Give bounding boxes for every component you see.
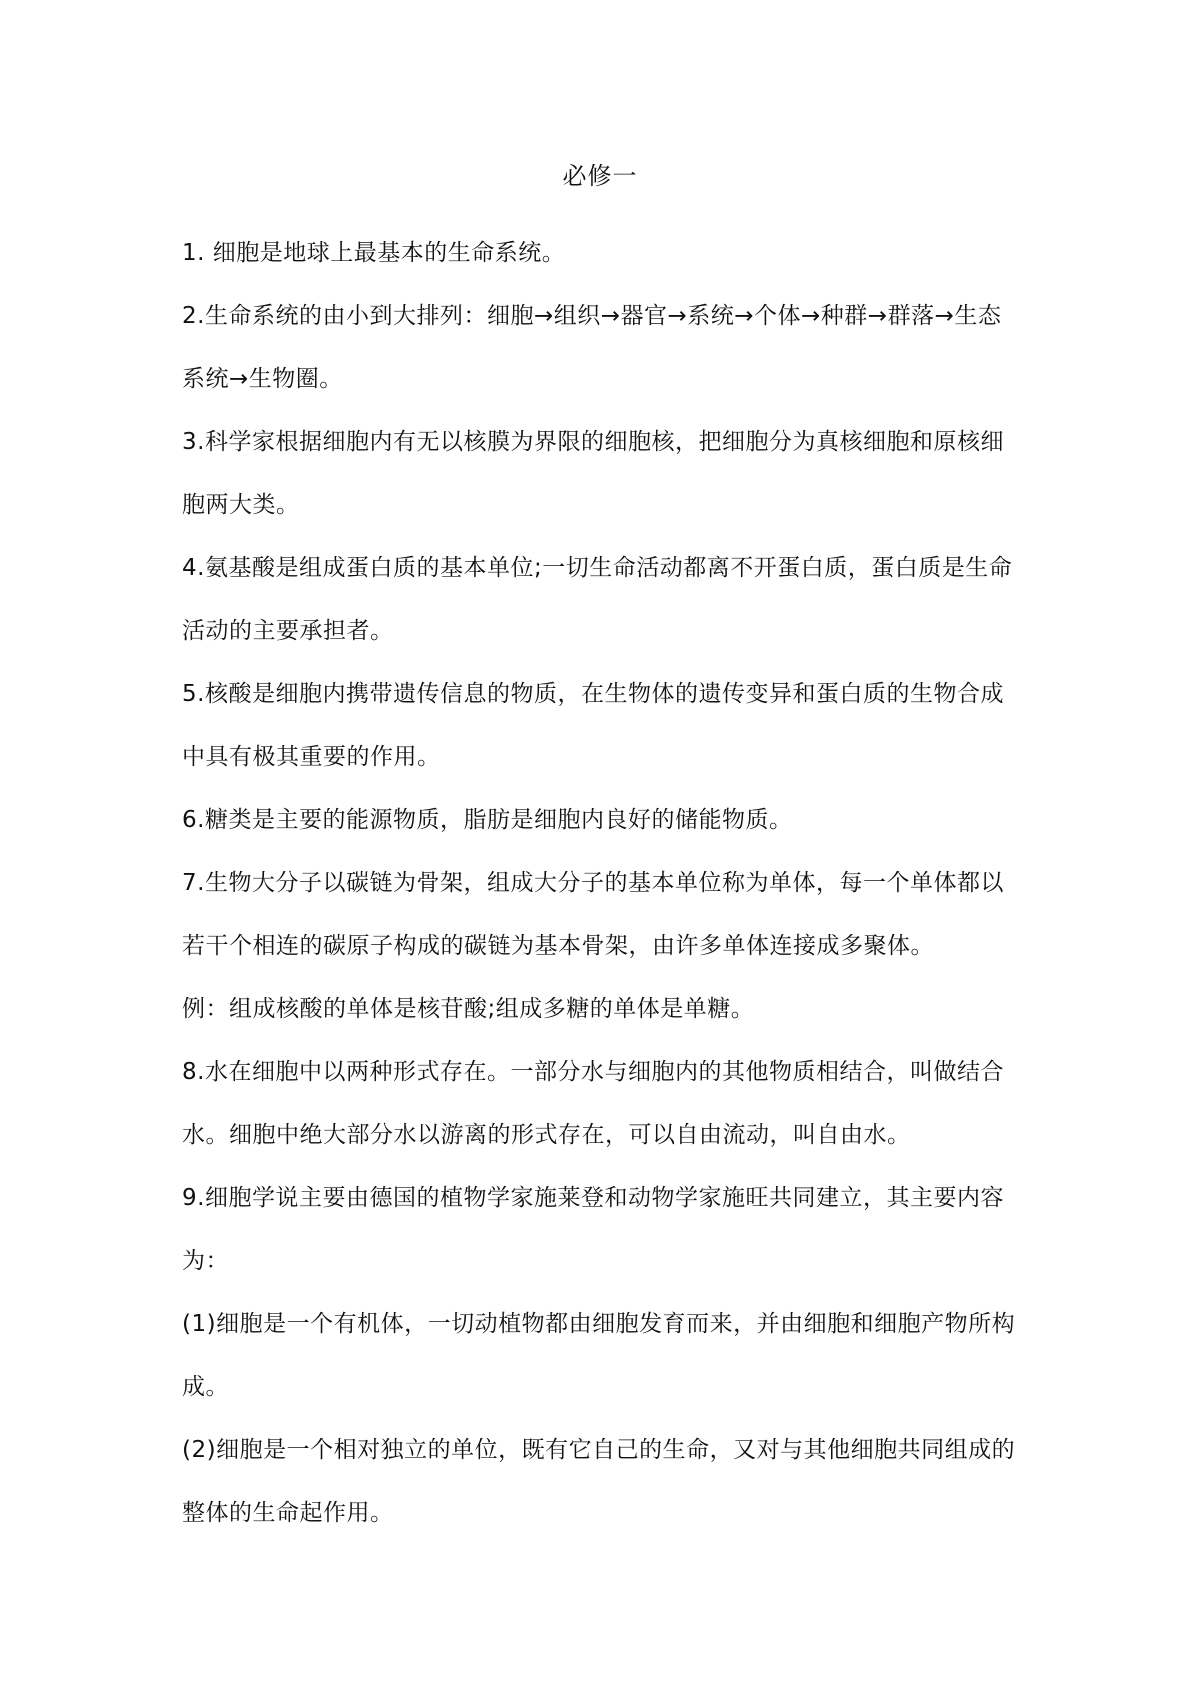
paragraph-8: 8.水在细胞中以两种形式存在。一部分水与细胞内的其他物质相结合，叫做结合水。细胞中绝大部分水以游离的形式存在，可以自由流动，叫自由水。 xyxy=(182,1059,1004,1148)
paragraph-6: 6.糖类是主要的能源物质，脂肪是细胞内良好的储能物质。 xyxy=(182,807,793,833)
paragraph-example: 例：组成核酸的单体是核苷酸;组成多糖的单体是单糖。 xyxy=(182,996,755,1022)
paragraph-2: 2.生命系统的由小到大排列：细胞→组织→器官→系统→个体→种群→群落→生态系统→生物圈。 xyxy=(182,303,1002,392)
page-title: 必修一 xyxy=(562,162,638,190)
paragraph-7: 7.生物大分子以碳链为骨架，组成大分子的基本单位称为单体，每一个单体都以若干个相连的碳原子构成的碳链为基本骨架，由许多单体连接成多聚体。 xyxy=(182,870,1004,959)
document-body xyxy=(182,222,1022,1545)
paragraph-3: 3.科学家根据细胞内有无以核膜为界限的细胞核，把细胞分为真核细胞和原核细胞两大类。 xyxy=(182,429,1004,518)
paragraph-9-1: (1)细胞是一个有机体，一切动植物都由细胞发育而来，并由细胞和细胞产物所构成。 xyxy=(182,1311,1016,1400)
paragraph-9: 9.细胞学说主要由德国的植物学家施莱登和动物学家施旺共同建立，其主要内容为： xyxy=(182,1185,1004,1274)
paragraph-4: 4.氨基酸是组成蛋白质的基本单位;一切生命活动都离不开蛋白质，蛋白质是生命活动的主要承担者。 xyxy=(182,555,1013,644)
paragraph-5: 5.核酸是细胞内携带遗传信息的物质，在生物体的遗传变异和蛋白质的生物合成中具有极其重要的作用。 xyxy=(182,681,1004,770)
paragraph-1: 1. 细胞是地球上最基本的生命系统。 xyxy=(182,240,566,266)
paragraph-9-2: (2)细胞是一个相对独立的单位，既有它自己的生命，又对与其他细胞共同组成的整体的生命起作用。 xyxy=(182,1437,1016,1526)
